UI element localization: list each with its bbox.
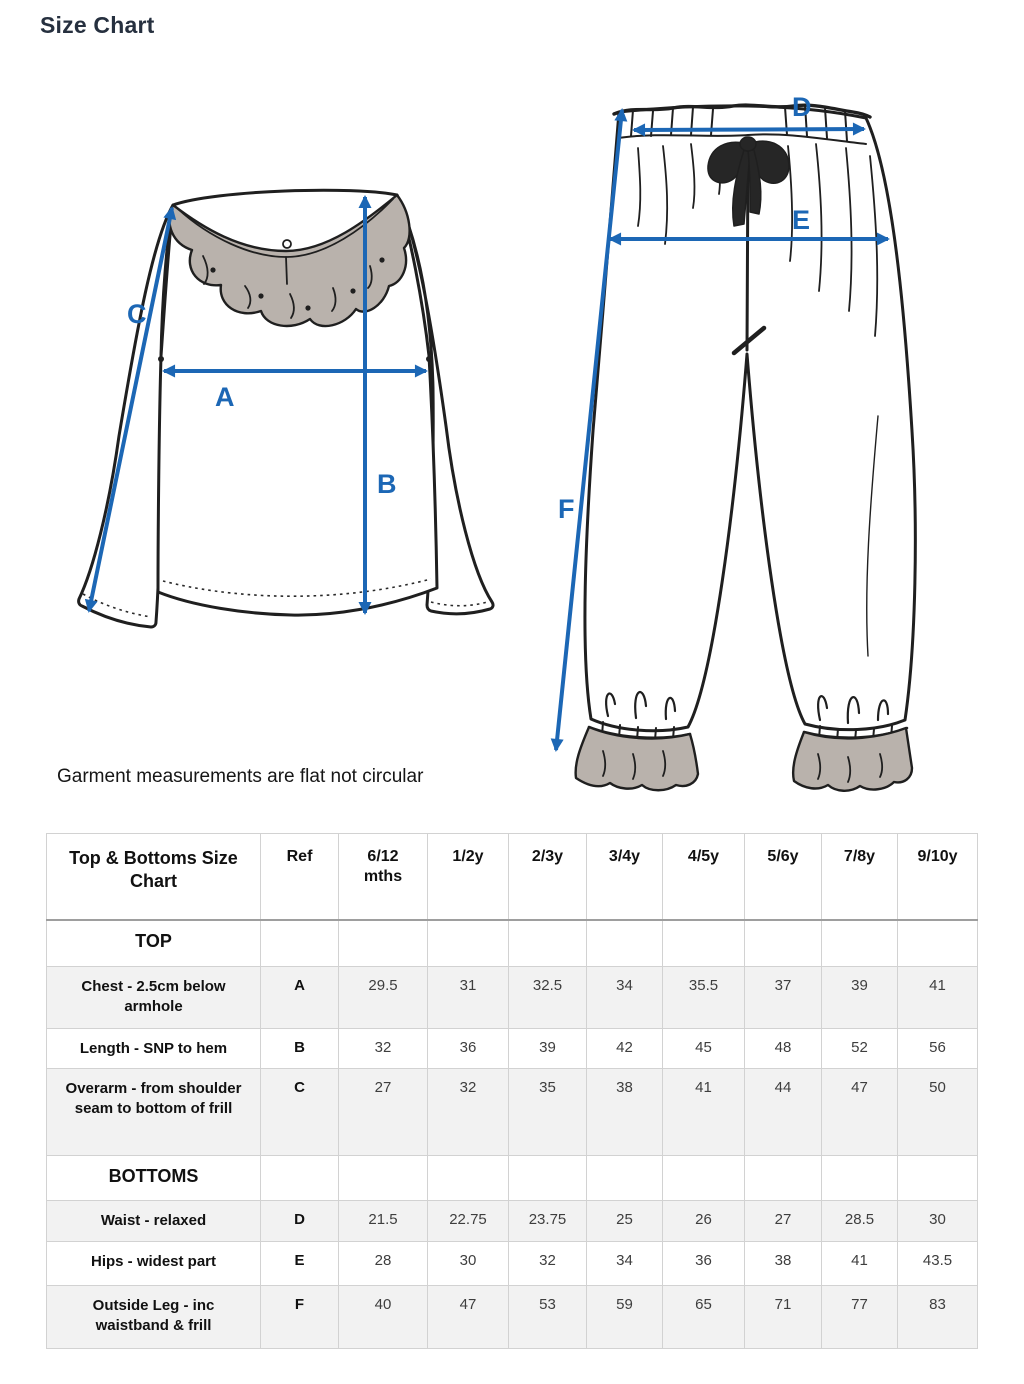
cell-value: 39	[509, 1029, 587, 1069]
row-ref: B	[261, 1029, 339, 1069]
cell-value: 26	[663, 1201, 745, 1242]
measure-label-f: F	[558, 494, 575, 524]
empty-cell	[745, 1156, 822, 1201]
cell-value: 83	[898, 1286, 978, 1349]
cell-value: 36	[428, 1029, 509, 1069]
empty-cell	[261, 1156, 339, 1201]
table-title: Top & Bottoms Size Chart	[47, 834, 261, 920]
cell-value: 56	[898, 1029, 978, 1069]
col-header-size: 7/8y	[822, 834, 898, 920]
empty-cell	[509, 920, 587, 967]
measure-label-d: D	[792, 92, 812, 122]
size-table	[46, 833, 978, 1349]
row-ref: E	[261, 1242, 339, 1286]
cell-value: 41	[822, 1242, 898, 1286]
empty-cell	[428, 920, 509, 967]
cell-value: 32	[509, 1242, 587, 1286]
cell-value: 23.75	[509, 1201, 587, 1242]
cell-value: 34	[587, 1242, 663, 1286]
empty-cell	[822, 920, 898, 967]
empty-cell	[898, 920, 978, 967]
cell-value: 35.5	[663, 967, 745, 1029]
cell-value: 28.5	[822, 1201, 898, 1242]
cell-value: 48	[745, 1029, 822, 1069]
table-row	[47, 1029, 978, 1069]
row-desc: Overarm - from shoulder seam to bottom of frill	[47, 1069, 261, 1156]
cell-value: 25	[587, 1201, 663, 1242]
cell-value: 30	[428, 1242, 509, 1286]
table-row	[47, 1242, 978, 1286]
cell-value: 31	[428, 967, 509, 1029]
cell-value: 65	[663, 1286, 745, 1349]
measure-label-e: E	[792, 205, 811, 235]
cell-value: 42	[587, 1029, 663, 1069]
measure-arrow-d	[634, 129, 864, 130]
cell-value: 32	[339, 1029, 428, 1069]
empty-cell	[587, 920, 663, 967]
right-ankle-frill	[793, 728, 912, 791]
empty-cell	[745, 920, 822, 967]
cell-value: 35	[509, 1069, 587, 1156]
table-header-row	[47, 834, 978, 920]
section-row-bottoms	[47, 1156, 978, 1201]
trousers-drawing	[576, 105, 916, 791]
empty-cell	[339, 920, 428, 967]
row-ref: F	[261, 1286, 339, 1349]
col-header-size: 2/3y	[509, 834, 587, 920]
measure-label-a: A	[215, 382, 235, 412]
cell-value: 52	[822, 1029, 898, 1069]
cell-value: 59	[587, 1286, 663, 1349]
cell-value: 30	[898, 1201, 978, 1242]
col-header-size: 9/10y	[898, 834, 978, 920]
empty-cell	[663, 1156, 745, 1201]
cell-value: 43.5	[898, 1242, 978, 1286]
row-desc: Waist - relaxed	[47, 1201, 261, 1242]
empty-cell	[822, 1156, 898, 1201]
empty-cell	[428, 1156, 509, 1201]
empty-cell	[339, 1156, 428, 1201]
cell-value: 32	[428, 1069, 509, 1156]
cell-value: 32.5	[509, 967, 587, 1029]
cell-value: 47	[822, 1069, 898, 1156]
row-desc: Length - SNP to hem	[47, 1029, 261, 1069]
measure-label-b: B	[377, 469, 397, 499]
empty-cell	[587, 1156, 663, 1201]
cell-value: 53	[509, 1286, 587, 1349]
table-row	[47, 967, 978, 1029]
top-garment-diagram	[65, 178, 510, 643]
section-row-top	[47, 920, 978, 967]
row-ref: A	[261, 967, 339, 1029]
col-header-size: 1/2y	[428, 834, 509, 920]
row-ref: C	[261, 1069, 339, 1156]
cell-value: 37	[745, 967, 822, 1029]
cell-value: 28	[339, 1242, 428, 1286]
table-row	[47, 1069, 978, 1156]
cell-value: 44	[745, 1069, 822, 1156]
cell-value: 39	[822, 967, 898, 1029]
row-desc: Hips - widest part	[47, 1242, 261, 1286]
cell-value: 27	[339, 1069, 428, 1156]
cell-value: 41	[663, 1069, 745, 1156]
cell-value: 36	[663, 1242, 745, 1286]
table-row	[47, 1286, 978, 1349]
cell-value: 45	[663, 1029, 745, 1069]
section-label: BOTTOMS	[47, 1156, 261, 1201]
cell-value: 29.5	[339, 967, 428, 1029]
empty-cell	[898, 1156, 978, 1201]
empty-cell	[663, 920, 745, 967]
cell-value: 22.75	[428, 1201, 509, 1242]
col-header-size: 5/6y	[745, 834, 822, 920]
cell-value: 41	[898, 967, 978, 1029]
cell-value: 34	[587, 967, 663, 1029]
right-underarm-point	[426, 356, 432, 362]
bottoms-garment-diagram	[548, 86, 948, 801]
cell-value: 77	[822, 1286, 898, 1349]
flat-measurement-note: Garment measurements are flat not circular	[57, 766, 424, 787]
col-header-size: 3/4y	[587, 834, 663, 920]
section-label: TOP	[47, 920, 261, 967]
row-ref: D	[261, 1201, 339, 1242]
blouse-drawing	[79, 190, 493, 627]
cell-value: 40	[339, 1286, 428, 1349]
cell-value: 27	[745, 1201, 822, 1242]
left-underarm-point	[158, 356, 164, 362]
cell-value: 71	[745, 1286, 822, 1349]
empty-cell	[261, 920, 339, 967]
collar-center-slit	[286, 257, 287, 284]
measure-label-c: C	[127, 299, 147, 329]
empty-cell	[509, 1156, 587, 1201]
col-header-size: 4/5y	[663, 834, 745, 920]
cell-value: 47	[428, 1286, 509, 1349]
row-desc: Chest - 2.5cm below armhole	[47, 967, 261, 1029]
col-header-size: 6/12 mths	[339, 834, 428, 920]
row-desc: Outside Leg - inc waistband & frill	[47, 1286, 261, 1349]
cell-value: 21.5	[339, 1201, 428, 1242]
cell-value: 38	[745, 1242, 822, 1286]
page-title: Size Chart	[40, 12, 155, 38]
cell-value: 50	[898, 1069, 978, 1156]
cell-value: 38	[587, 1069, 663, 1156]
table-row	[47, 1201, 978, 1242]
col-header-ref: Ref	[261, 834, 339, 920]
